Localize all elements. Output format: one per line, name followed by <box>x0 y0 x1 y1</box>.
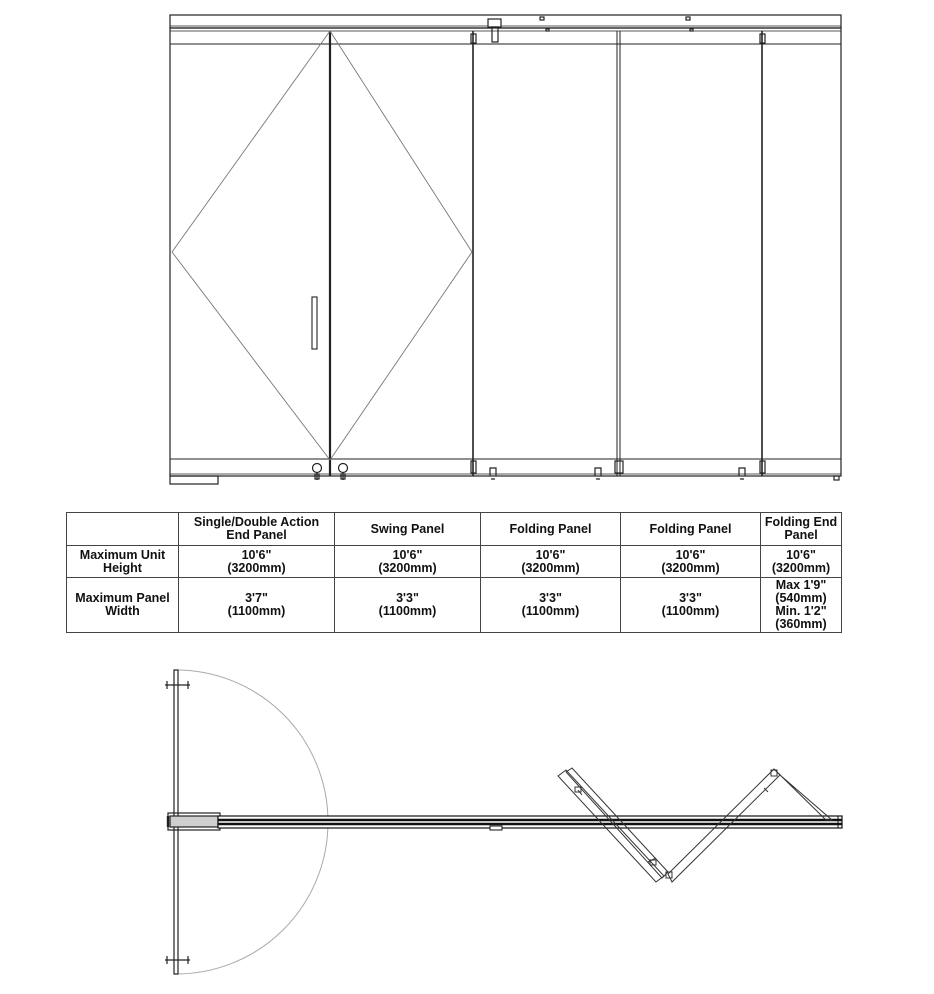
table-cell: 3'3" (1100mm) <box>481 578 621 633</box>
column-header: Single/Double Action End Panel <box>179 513 335 546</box>
column-header: Folding End Panel <box>761 513 842 546</box>
sill-block <box>170 476 218 484</box>
table-cell: 10'6" (3200mm) <box>179 546 335 578</box>
table-cell: 10'6" (3200mm) <box>621 546 761 578</box>
door-handle <box>312 297 317 349</box>
table-cell: 3'3" (1100mm) <box>335 578 481 633</box>
spec-table <box>66 512 842 633</box>
frame-outline <box>170 28 841 476</box>
pivot-left <box>313 464 322 473</box>
swing-indicator-right <box>330 31 472 460</box>
table-row <box>67 546 842 578</box>
column-header: Folding Panel <box>621 513 761 546</box>
table-cell: Max 1'9" (540mm) Min. 1'2" (360mm) <box>761 578 842 633</box>
top-latch-stem <box>492 27 498 42</box>
corner-cell <box>67 513 179 546</box>
row-label: Maximum Unit Height <box>67 546 179 578</box>
top-latch <box>488 19 501 27</box>
table-header-row <box>67 513 842 546</box>
table-row <box>67 578 842 633</box>
swing-indicator-left <box>172 31 330 460</box>
row-label: Maximum Panel Width <box>67 578 179 633</box>
pivot-right <box>339 464 348 473</box>
table-cell: 10'6" (3200mm) <box>335 546 481 578</box>
table-cell: 10'6" (3200mm) <box>761 546 842 578</box>
table-cell: 3'7" (1100mm) <box>179 578 335 633</box>
table-cell: 3'3" (1100mm) <box>621 578 761 633</box>
closed-panels <box>218 816 842 830</box>
column-header: Folding Panel <box>481 513 621 546</box>
column-header: Swing Panel <box>335 513 481 546</box>
plan-view <box>0 650 934 994</box>
table-cell: 10'6" (3200mm) <box>481 546 621 578</box>
